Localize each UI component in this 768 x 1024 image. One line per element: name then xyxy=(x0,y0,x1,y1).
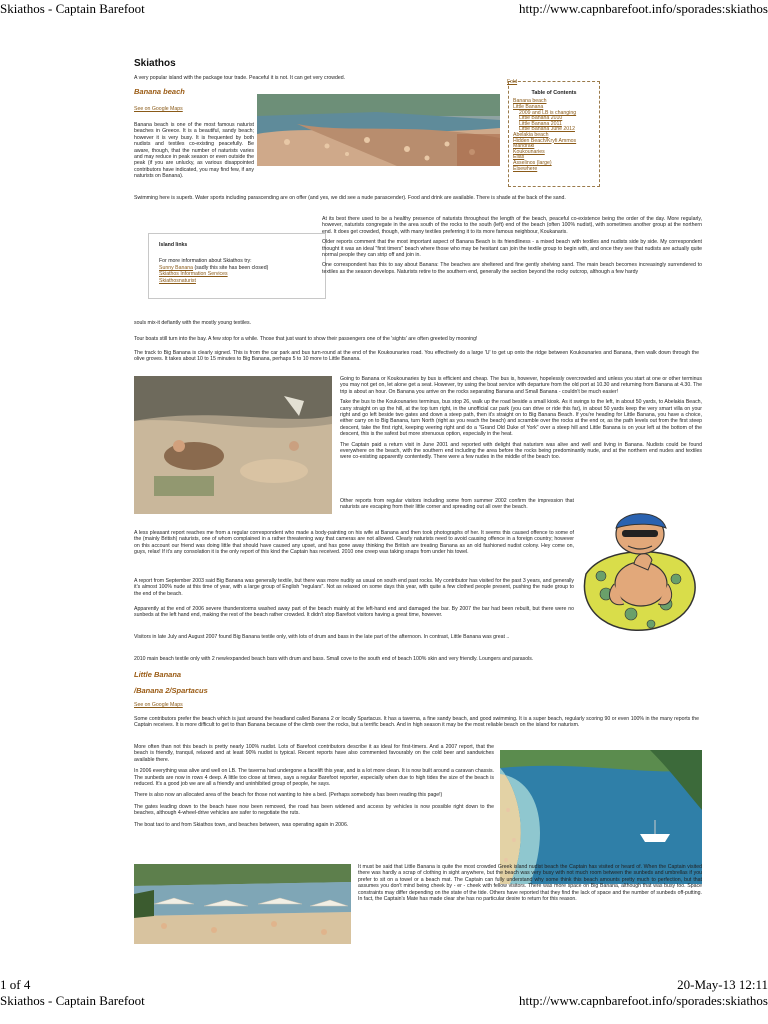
island-links-box xyxy=(148,233,326,299)
island-links-heading: Island links xyxy=(159,242,188,248)
little-paragraph-3: In 2006 everything was alive and well on LB. The taverna had undergone a facelift this year, and is a lot more clean. It is now built around a caravan chassis. The sunbeds are now in rows 4 deep. A little too close at times, says a regular Barefoot reporter, especially when due to high tides the size of the beach is reduced. It's a good job we are all a friendly and uninhibited group of people, he says. xyxy=(134,768,494,788)
print-page-count: 1 of 4 xyxy=(0,977,31,992)
storms-2006-paragraph: Apparently at the end of 2006 severe thunderstorms washed away part of the beach mainly at the left-hand end and damaged the bar. By 2007 the bar had been rebuilt, but there were no sunbeds at the left hand end, making the rest of the beach rather crowded. It didn't stop Barefoot visitors having a great time, however. xyxy=(134,606,574,619)
toc-item[interactable]: Abelakia beach xyxy=(513,131,549,138)
toc-item[interactable]: Little Banana xyxy=(513,104,544,110)
link-skiathosnaturist[interactable]: Skiathosnaturist xyxy=(159,277,196,284)
less-pleasant-paragraph: A less pleasant report reaches me from a regular correspondent who made a body-painting on his wife at Banana and then took photographs of her. It seems this caused offence to some of the (mainly British) naturists, one of whom complained in a rather threatening way that cameras are not allowed. Clearly naturists need to avoid causing offence in a foreign country; however on this account our friend was doing little that should have caused any upset, and has gone away thinking the British are treating Banana as an old fashioned nudist colony. Hey come on, guys, relax! If it's any consolation it is the only report of this kind the Captain has received. 2010 one creep was taking snaps from under his towel. xyxy=(134,530,574,556)
captain-cartoon xyxy=(576,504,706,638)
toc-item[interactable]: Asselinos (large) xyxy=(513,159,552,166)
toc-item[interactable]: 2009 and LB is changing xyxy=(519,109,577,116)
banana-paragraph-1 xyxy=(134,122,254,180)
article-page xyxy=(124,48,708,948)
toc-title: Table of Contents xyxy=(531,90,577,96)
google-maps-link-little-banana[interactable]: See on Google Maps xyxy=(134,702,183,708)
banana-p1-text: Banana beach is one of the most famous naturist beaches in Greece. It is a beautiful, sandy beach; however it is very busy. It is frequented by both nudists and textiles co-existing peacefully. Be aware, though, that the number of naturists varies and may reduce in peak season or even outside the peak (if you are unlucky, as various disappointed contributors have indicated, you may find few, if any naturists on Banana). xyxy=(134,122,254,180)
banana-beach-photo xyxy=(257,94,500,166)
right-column-text xyxy=(322,216,702,275)
tour-boats-paragraph: Tour boats still turn into the bay. A few stop for a while. Those that just want to show their passengers one of the 'sights' are often greeted by mooning! xyxy=(134,336,478,342)
print-timestamp: 20-May-13 12:11 xyxy=(677,977,768,992)
toc-item[interactable]: Little Banana 2011 xyxy=(519,120,562,127)
toc-item[interactable]: Banana beach xyxy=(513,98,547,105)
banana-paragraph-2: Swimming here is superb. Water sports including parascending are on offer (and yes, we did see a nude parascender). Food and drink are available. There is shade at the back of the sand. xyxy=(134,195,566,201)
bus-paragraph-4: Other reports from regular visitors including some from summer 2002 confirm the impression that naturists are escaping from their little corner and spreading out all over the beach. xyxy=(340,498,574,511)
banana-rocks-photo xyxy=(134,376,332,514)
toc-item[interactable]: Hidden Beach/Kryfi Ammos xyxy=(513,137,577,144)
toc-item[interactable]: Elsewhere xyxy=(513,165,538,172)
little-paragraph-6: The boat taxi to and from Skiathos town, and beaches between, was operating again in 2006. xyxy=(134,821,349,828)
track-paragraph: The track to Big Banana is clearly signed. This is from the car park and bus turn-round at the end of the Koukounaries road. You effectively do a large 'U' to get up onto the ridge between Koukounaries and Banana, then walk down through the olive groves. It takes about 10 to 15 minutes to Big Banana, perhaps 5 to 10 more to Little Banana. xyxy=(134,350,699,363)
section-heading-little-banana: Little Banana xyxy=(134,670,182,679)
toc-item[interactable]: Koukounaries xyxy=(513,148,545,155)
toc-list xyxy=(513,99,595,172)
visitors-2007-paragraph: Visitors in late July and August 2007 found Big Banana textile only, with lots of drum and bass in the late part of the afternoon. In contrast, Little Banana was great .. xyxy=(134,634,510,640)
toc-fold-link[interactable]: Fold xyxy=(507,79,518,85)
toc-item[interactable]: Elias xyxy=(513,154,525,161)
bus-column-text xyxy=(340,376,702,461)
little-banana-beach-photo xyxy=(134,864,351,944)
bus-paragraph-3: The Captain paid a return visit in June 2001 and reported with delight that naturism was alive and well and living in Banana. Nudists could be found everywhere on the beach, with the southern end including the area before the rocks being predominantly nude, and at the northern end nudes and textiles were co-existing apparently contentedly. There were a few nudes in the middle of the beach too. xyxy=(340,441,702,461)
right-paragraph-3: One correspondent has this to say about Banana: The beaches are sheltered and fine gently shelving sand. The main beach becomes increasingly surrendered to textiles as the season develops. Naturists retire to the southern end, generally the section beyond the rocky outcrop, although a few hardy xyxy=(322,262,702,275)
bus-paragraph-1: Going to Banana or Koukounaries by bus is efficient and cheap. The bus is, however, hopelessly overcrowded and unless you start at one or other terminus you may not get on, let alone get a seat. However, try using the boat service with departure from the old port at 10.30 and returning from Banana at 4.30. The trip is about an hour. On Banana you arrive on the rocks separating Banana and Small Banana - couldn't be much easier! xyxy=(340,376,702,395)
little-paragraph-1: Some contributors prefer the beach which is just around the headland called Banana 2 or locally Spartacus. It has a taverna, a fine sandy beach, and good swimming. It is a super beach, regularly scoring 90 or even 100% in the many reports the Captain receives. It is more difficult to get to than Banana because of the climb over the rocks, but a terrific beach. And in high season it may be the most reliable beach on the island for naturism. xyxy=(134,716,699,729)
print-title-bottom: Skiathos - Captain Barefoot xyxy=(0,993,145,1008)
link-sunny-banana[interactable]: Sunny Banana xyxy=(159,264,194,271)
bus-paragraph-2: Take the bus to the Koukounaries terminus, bus stop 26, walk up the road beside a small kiosk. As it swings to the left, in about 50 yards, to Abelakia Beach, carry straight on up the hill, at the top turn right, in the unofficial car park (you can drive or ride this far), in about 50 yards keep the very smart villa on your right and go left beside two gates and down a steep path, then it's straight on to Big Banana Beach. If you're heading for Little Banana, you have a choice, either carry on to Big Banana, turn North (right as you reach the beach) and scramble over the rocks at the end or, as the path levels out from the first steep descent, take the first right, keeping veering right and do a "Grand Old Duke of York" over a steep hill and Little Banana is on your left at the bottom of the descent, this is the safest but more strenuous option, especially in the heat. xyxy=(340,399,702,438)
right-paragraph-1: At its best there used to be a healthy presence of naturists throughout the length of the beach, peaceful co-existence being the order of the day. More regularly, however, naturists congregate in the area south of the rocks to the south (left) end of the beach (often 100% nudist), with sometimes another group at the northern end. It does get crowded, though, with many textiles preferring it to its more famous neighbour, Koukanaris. xyxy=(322,216,702,235)
sept-2003-paragraph: A report from September 2003 said Big Banana was generally textile, but there was more nudity as usual on south end past rocks. My contributor has visited for the past 3 years, and generally it's almost 100% nude at this time of year, with a large group of English "regulars". Not as relaxed on some days this year, with quite a few clothed people present, pushing the nude group to the end of the beach. xyxy=(134,578,574,597)
little-paragraph-4: There is also now an allocated area of the beach for those not wanting to hire a bed. (Perhaps somebody has been reading this page!) xyxy=(134,792,443,799)
right-paragraph-3-continued: souls mix-it defiantly with the mostly young textiles. xyxy=(134,320,252,326)
toc-item[interactable]: Little Banana June 2012 xyxy=(519,126,575,133)
section-heading-spartacus: /Banana 2/Spartacus xyxy=(134,686,208,695)
little-paragraph-2: More often than not this beach is pretty nearly 100% nudist. Lots of Barefoot contributors describe it as ideal for first-timers. And a 2007 report, that the beach is friendly, tranquil, relaxed and at least 90% nudist is typical. Recent reports have also commented favourably on the cold beer and sandwiches available there. xyxy=(134,744,494,763)
link-sunny-banana-note: (sadly this site has been closed) xyxy=(193,264,269,271)
main-2010-paragraph: 2010 main beach textile only with 2 new/expanded beach bars with drum and bass. Small cove to the south end of beach 100% skin and very friendly. Loungers and parasols. xyxy=(134,656,534,662)
page-title: Skiathos xyxy=(134,58,176,69)
little-column-text xyxy=(134,744,494,828)
link-skiathos-information-services[interactable]: Skiathos Information Services xyxy=(159,271,228,278)
toc-item[interactable]: Mandraki xyxy=(513,143,535,150)
toc-item[interactable]: Little Banana 2010 xyxy=(519,115,563,122)
right-paragraph-2: Older reports comment that the most important aspect of Banana Beach is its friendliness - a mixed beach with textiles and nudists side by side. My correspondent thought it was an ideal "first timers" beach where those who may be hesitant can join the textile group to begin with, and once they see that nudists are actually quite normal people they can strip off and join in. xyxy=(322,239,702,259)
little-paragraph-7: It must be said that Little Banana is quite the most crowded Greek island nudist beach the Captain has visited or heard of. When the Captain visited there was hardly a scrap of clothing in sight anywhere, but the beach was very busy with not much room between the sunbeds and umbrellas if you prefer to sit on a towel or a beach mat. The Captain can fully understand why some think this beach amounts pretty much to perfection, but that assumes you don't mind being cheek by - er - cheek with fellow visitors. There was more space on Big Banana, although that was busy too. Space constraints may differ depending on the state of the tide. Others have reported that they find the lack of space and the number of sunbeds off-putting. In fact, the Captain's Mate has made clear she has no particular desire to return for this reason. xyxy=(358,864,702,903)
print-url-top: http://www.capnbarefoot.info/sporades:skiathos xyxy=(519,1,768,16)
print-title-top: Skiathos - Captain Barefoot xyxy=(0,1,145,16)
table-of-contents xyxy=(508,81,600,187)
intro-text: A very popular island with the package tour trade. Peaceful it is not. It can get very crowded. xyxy=(134,75,346,81)
google-maps-link-banana[interactable]: See on Google Maps xyxy=(134,106,183,112)
little-paragraph-5: The gates leading down to the beach have now been removed, the road has been widened and access by vehicles is now possible right down to the beaches, although 4-wheel-drive vehicles are safer to negotiate the ruts. xyxy=(134,803,494,817)
print-url-bottom: http://www.capnbarefoot.info/sporades:skiathos xyxy=(519,993,768,1008)
island-links-intro: For more information about Skiathos try: xyxy=(159,258,252,265)
section-heading-banana: Banana beach xyxy=(134,87,185,96)
